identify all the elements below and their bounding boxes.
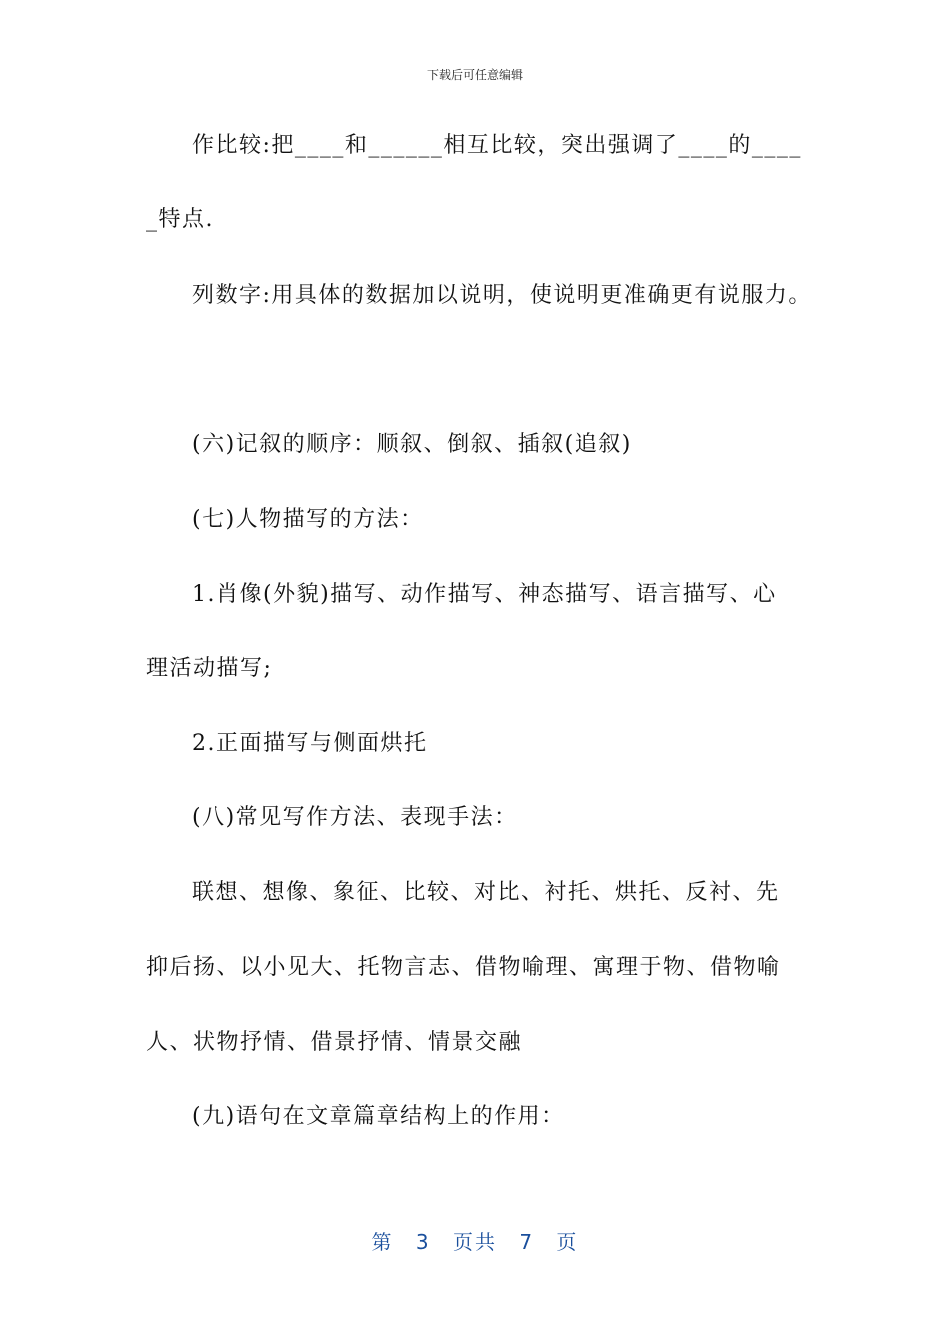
text-line: 1.肖像(外貌)描写、动作描写、神态描写、语言描写、心: [192, 582, 777, 607]
text-line: (六)记叙的顺序：顺叙、倒叙、插叙(追叙): [192, 432, 632, 457]
text-line: 2.正面描写与侧面烘托: [192, 731, 428, 756]
text-line: _特点.: [146, 207, 214, 232]
text-line: 理活动描写;: [146, 656, 273, 681]
page-footer: 第 3 页共 7 页: [371, 1230, 579, 1254]
text-line: 列数字:用具体的数据加以说明，使说明更准确更有说服力。: [192, 283, 812, 308]
text-line: 人、状物抒情、借景抒情、情景交融: [146, 1030, 523, 1055]
text-line: 抑后扬、以小见大、托物言志、借物喻理、寓理于物、借物喻: [146, 955, 781, 980]
text-line: 作比较:把____和______相互比较，突出强调了____的____: [192, 133, 802, 158]
text-line: (八)常见写作方法、表现手法：: [192, 805, 518, 830]
text-line: 联想、想像、象征、比较、对比、衬托、烘托、反衬、先: [192, 880, 780, 905]
page-header: 下载后可任意编辑: [426, 68, 523, 82]
text-line: (九)语句在文章篇章结构上的作用：: [192, 1104, 565, 1129]
text-line: (七)人物描写的方法：: [192, 507, 424, 532]
